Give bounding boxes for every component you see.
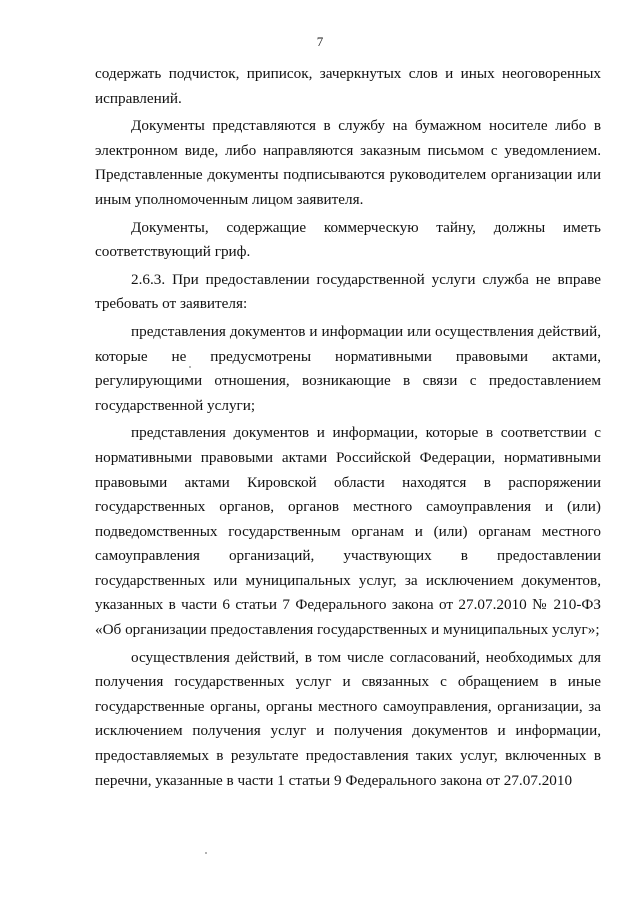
paragraph-2: Документы представляются в службу на бумажном носителе либо в электронном виде, либо направляются заказным письмом с уведомлением. Представленные документы подписываются руководителем организации или иным уполномоченным лицом заявителя. <box>95 117 601 208</box>
paragraph-7: осуществления действий, в том числе согласований, необходимых для получения государственных услуг и связанных с обращением в иные государственные органы, органы местного самоуправления, организации, за исключением получения услуг и получения документов и информации, предоставляемых в результате предоставления таких услуг, включенных в перечни, указанные в части 1 статьи 9 Федерального закона от 27.07.2010 <box>95 648 601 789</box>
scan-speck <box>189 366 191 368</box>
paragraph-3: Документы, содержащие коммерческую тайну, должны иметь соответствующий гриф. <box>95 218 601 261</box>
paragraph-1: содержать подчисток, приписок, зачеркнутых слов и иных неоговоренных исправлений. <box>95 65 601 107</box>
scan-speck <box>205 852 207 854</box>
document-body <box>95 62 601 796</box>
paragraph-4: 2.6.3. При предоставлении государственной услуги служба не вправе требовать от заявителя: <box>95 270 601 313</box>
paragraph-5: представления документов и информации или осуществления действий, которые не предусмотрены нормативными правовыми актами, регулирующими отношения, возникающие в связи с предоставлением государственной услуги; <box>95 322 601 414</box>
paragraph-6: представления документов и информации, которые в соответствии с нормативными правовыми актами Российской Федерации, нормативными правовыми актами Кировской области находятся в распоряжении государственных органов, органов местного самоуправления и (или) подведомственных государственным органам и (или) органам местного самоуправления организаций, участвующих в предоставлении государственных или муниципальных услуг, за исключением документов, указанных в части 6 статьи 7 Федерального закона от 27.07.2010 № 210-ФЗ «Об организации предоставления государственных и муниципальных услуг»; <box>95 424 601 639</box>
page-number: 7 <box>316 34 324 49</box>
